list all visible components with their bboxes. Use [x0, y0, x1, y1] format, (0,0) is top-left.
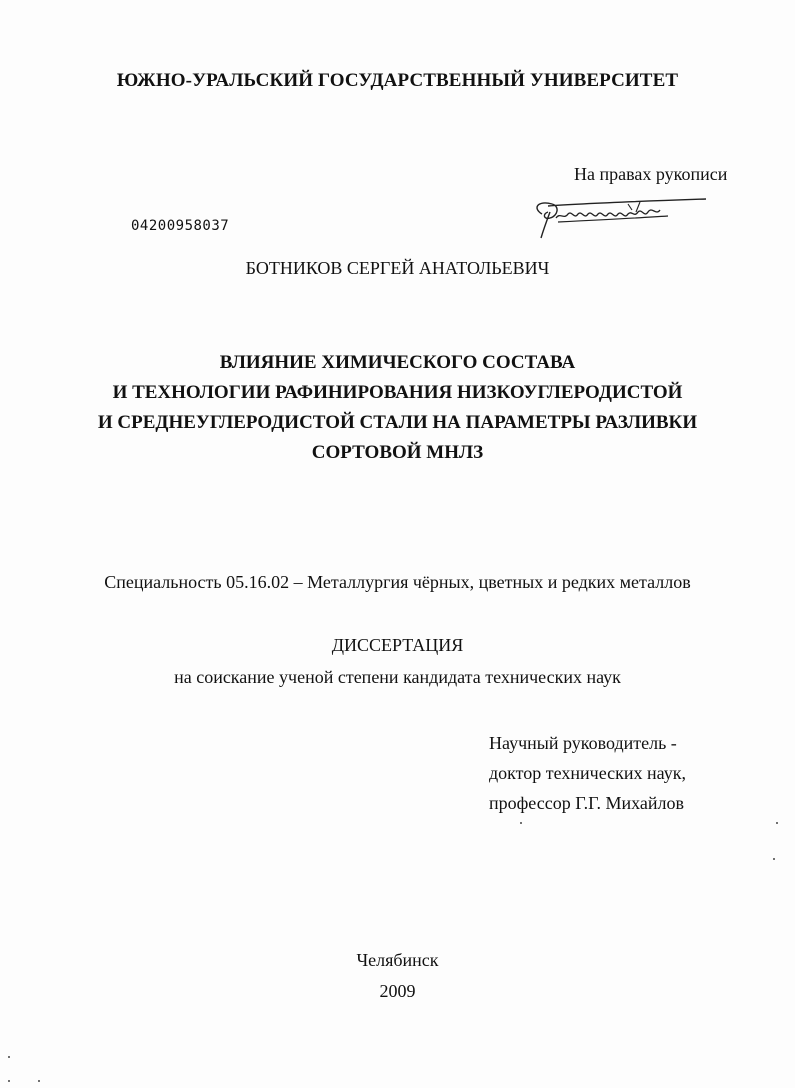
- title-line: И ТЕХНОЛОГИИ РАФИНИРОВАНИЯ НИЗКОУГЛЕРОДИСТОЙ: [112, 382, 683, 403]
- scan-speck: [776, 822, 778, 824]
- university-name: ЮЖНО-УРАЛЬСКИЙ ГОСУДАРСТВЕННЫЙ УНИВЕРСИТЕТ: [116, 70, 679, 91]
- manuscript-rights-note: На правах рукописи: [574, 164, 728, 184]
- scan-speck: [38, 1080, 40, 1082]
- title-line: ВЛИЯНИЕ ХИМИЧЕСКОГО СОСТАВА: [219, 352, 576, 373]
- scan-speck: [8, 1056, 10, 1058]
- advisor-role: Научный руководитель -: [489, 733, 677, 753]
- title-line: СОРТОВОЙ МНЛЗ: [311, 442, 484, 463]
- dissertation-title: [0, 348, 795, 468]
- scan-speck: [8, 1080, 10, 1082]
- advisor-degree: доктор технических наук,: [489, 763, 686, 783]
- document-number: 04200958037: [131, 218, 230, 234]
- scan-speck: [773, 858, 775, 860]
- advisor-name: профессор Г.Г. Михайлов: [489, 793, 684, 813]
- handwritten-signature: [528, 192, 708, 240]
- title-line: И СРЕДНЕУГЛЕРОДИСТОЙ СТАЛИ НА ПАРАМЕТРЫ РАЗЛИВКИ: [97, 412, 698, 433]
- scan-speck: [520, 822, 522, 824]
- specialty-line: Специальность 05.16.02 – Металлургия чёрных, цветных и редких металлов: [104, 572, 691, 592]
- year: 2009: [379, 981, 416, 1001]
- author-name: БОТНИКОВ СЕРГЕЙ АНАТОЛЬЕВИЧ: [245, 258, 550, 278]
- document-type: ДИССЕРТАЦИЯ: [331, 635, 464, 655]
- scientific-advisor: [489, 728, 686, 818]
- city: Челябинск: [356, 950, 439, 970]
- degree-line: на соискание ученой степени кандидата технических наук: [174, 667, 621, 687]
